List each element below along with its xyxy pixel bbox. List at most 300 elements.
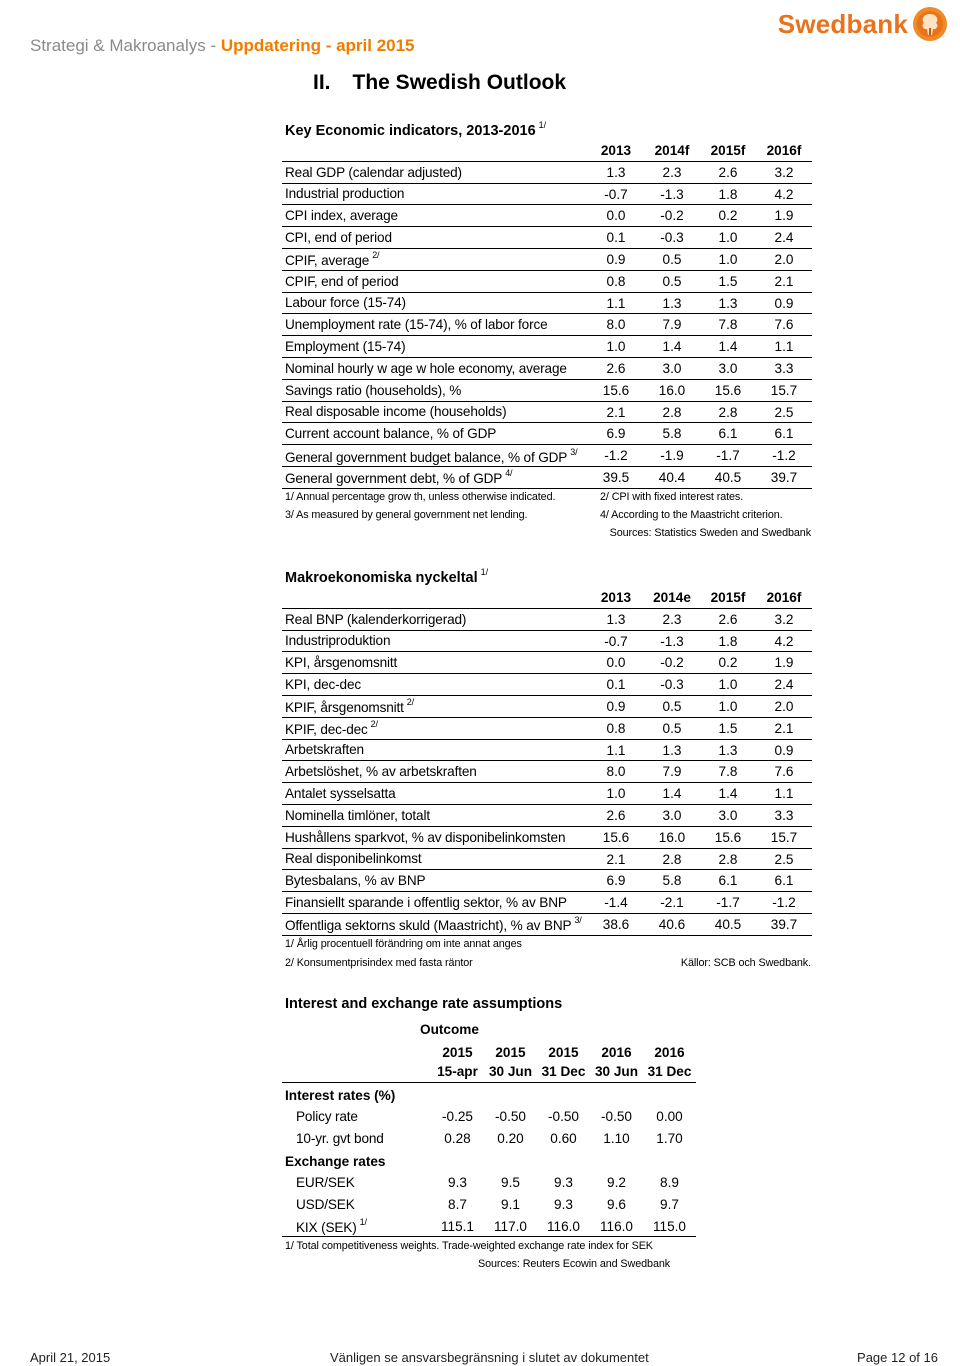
row-label-sup: 3/ [574,915,582,926]
value-cell: 0.60 [550,1130,577,1146]
row-values [588,184,812,205]
value-cell: -1.3 [660,186,684,202]
value-cell: 2.4 [774,230,794,246]
row-label-text: Offentliga sektorns skuld (Maastricht), % av BNP [285,918,572,934]
year-header: 2015 [495,1045,526,1060]
row-values [588,402,812,423]
row-values [588,271,812,292]
value-cell: 7.6 [774,764,794,780]
year-header: 2016 [654,1045,685,1060]
value-cell: 6.9 [606,426,626,442]
section-title-text: The Swedish Outlook [352,71,567,94]
row-label-text: USD/SEK [296,1197,355,1213]
table-row [282,783,812,805]
value-cell: 1.9 [774,655,794,671]
table1-footnote-1: 1/ Annual percentage grow th, unless otherwise indicated. [285,491,556,503]
value-cell: 1.5 [718,720,738,736]
value-cell: 1.9 [774,208,794,224]
value-cell: 0.2 [718,655,738,671]
table3-footnote-1: 1/ Total competitiveness weights. Trade-weighted exchange rate index for SEK [285,1240,653,1252]
value-cell: 7.8 [718,317,738,333]
value-cell: 9.3 [554,1175,573,1190]
value-cell: 117.0 [493,1218,527,1234]
table-bottom-rule [282,1236,696,1237]
row-label [296,1217,367,1235]
table-row [282,423,812,445]
value-cell: 2.8 [718,851,738,867]
value-cell: 1.5 [718,273,738,289]
value-cell: -0.2 [660,208,684,224]
value-cell: 1.4 [662,786,682,802]
table-row [282,271,812,293]
row-label [285,808,430,823]
value-cell: 2.6 [606,807,626,823]
row-label [296,1197,355,1212]
row-values [431,1128,696,1150]
value-cell: 7.8 [718,764,738,780]
row-label [285,317,548,332]
column-header: 2014f [654,143,690,158]
value-cell: 9.6 [607,1196,626,1212]
table1-footnote-4: 4/ According to the Maastricht criterion. [600,509,783,521]
row-label [285,361,567,376]
table3-title: Interest and exchange rate assumptions [285,996,563,1012]
year-header: 2015 [442,1045,473,1060]
value-cell: 40.5 [714,916,742,932]
row-values [588,827,812,848]
value-cell: 2.1 [606,404,626,420]
row-label [285,915,582,933]
group-title: Exchange rates [285,1154,386,1169]
row-values [588,805,812,826]
value-cell: -0.50 [495,1109,526,1124]
row-values [588,914,812,935]
value-cell: 3.2 [774,164,794,180]
value-cell: 2.0 [774,251,794,267]
table-row [282,827,812,849]
value-cell: -1.3 [660,633,684,649]
value-cell: 3.0 [662,807,682,823]
table-row [282,249,812,271]
table-row [282,293,812,315]
row-values [588,740,812,761]
value-cell: 8.9 [660,1175,679,1190]
value-cell: 0.9 [774,742,794,758]
value-cell: 9.1 [501,1196,520,1212]
value-cell: 15.6 [714,382,742,398]
row-label-sup: 2/ [372,250,380,261]
row-values [588,870,812,891]
table2-title-text: Makroekonomiska nyckeltal [285,570,478,586]
footer-disclaimer: Vänligen se ansvarsbegränsning i slutet av dokumentet [330,1350,649,1365]
value-cell: -1.2 [772,448,796,464]
value-cell: 1.10 [603,1130,630,1146]
breadcrumb-highlight: Uppdatering - april 2015 [220,36,415,55]
table-row [282,336,812,358]
row-label [285,851,422,866]
row-label [285,895,567,910]
row-values [588,314,812,335]
table1-title-text: Key Economic indicators, 2013-2016 [285,123,536,139]
value-cell: 1.8 [718,186,738,202]
row-label-text: 10-yr. gvt bond [296,1131,384,1147]
row-label [285,339,405,354]
row-label [285,404,506,419]
value-cell: 2.8 [718,404,738,420]
table-row [282,849,812,871]
table-header-row [282,140,812,162]
column-header: 2013 [600,590,632,605]
column-header: 2013 [600,143,632,158]
row-values [431,1172,696,1194]
value-cell: 0.5 [662,720,682,736]
value-cell: 1.4 [718,339,738,355]
value-cell: 8.7 [448,1196,467,1212]
row-label [285,274,399,289]
value-cell: 16.0 [658,829,686,845]
value-cell: 15.6 [602,829,630,845]
row-values [588,293,812,314]
value-cell: 0.5 [662,698,682,714]
value-cell: 3.0 [662,360,682,376]
value-cell: 1.3 [662,742,682,758]
value-cell: 6.1 [774,873,794,889]
row-label [285,186,404,201]
breadcrumb-prefix: Strategi & Makroanalys - [30,36,221,55]
row-label-text: Unemployment rate (15-74), % of labor force [285,317,548,333]
value-cell: 3.3 [774,807,794,823]
value-cell: 9.7 [660,1196,679,1212]
row-label-text: KIX (SEK) [296,1220,357,1236]
row-values [588,227,812,248]
row-values [588,892,812,913]
value-cell: 9.5 [501,1175,520,1190]
table1-title [285,120,546,139]
value-cell: 1.3 [606,164,626,180]
row-label [285,295,406,310]
table-row [282,740,812,762]
row-label [285,719,378,737]
oak-tree-icon [912,6,948,42]
row-values [588,783,812,804]
row-label-text: Real BNP (kalenderkorrigerad) [285,611,467,627]
value-cell: 9.3 [554,1196,573,1212]
value-cell: -0.3 [660,230,684,246]
value-cell: 3.0 [718,360,738,376]
row-label-text: General government debt, % of GDP [285,471,503,487]
row-values [588,849,812,870]
header-values [588,587,812,608]
value-cell: 3.0 [718,807,738,823]
date-header: 30 Jun [594,1064,639,1079]
table-row [282,914,812,936]
row-label [285,697,414,715]
table-row [282,445,812,467]
value-cell: 2.0 [774,698,794,714]
row-label-text: Policy rate [296,1109,358,1125]
value-cell: 0.1 [606,230,626,246]
row-label-text: KPI, årsgenomsnitt [285,655,398,671]
value-cell: 39.7 [770,916,798,932]
table2-footnote-1: 1/ Årlig procentuell förändring om inte annat anges [285,938,522,950]
value-cell: 2.5 [774,851,794,867]
value-cell: 5.8 [662,873,682,889]
value-cell: 0.2 [718,208,738,224]
section-title [313,71,566,95]
value-cell: 1.1 [774,786,794,802]
value-cell: 1.0 [606,339,626,355]
row-label-text: Real GDP (calendar adjusted) [285,164,462,180]
value-cell: 1.70 [656,1130,683,1146]
value-cell: -1.7 [716,448,740,464]
table-row [282,402,812,424]
row-label-text: Industrial production [285,186,405,202]
table2-title [285,567,488,586]
table-row [282,467,812,489]
row-values [588,652,812,673]
row-values [431,1194,696,1216]
value-cell: 15.6 [602,382,630,398]
row-values [588,423,812,444]
value-cell: -1.4 [604,895,628,911]
table-row [282,696,812,718]
value-cell: 4.2 [774,633,794,649]
value-cell: 2.1 [606,851,626,867]
row-label [285,230,392,245]
value-cell: 0.9 [606,251,626,267]
column-header: 2015f [710,590,746,605]
row-values [588,205,812,226]
row-label [296,1109,358,1124]
row-values [588,609,812,630]
row-label-text: Current account balance, % of GDP [285,426,497,442]
value-cell: -1.2 [772,895,796,911]
row-values [588,696,812,717]
value-cell: -0.2 [660,655,684,671]
value-cell: 0.0 [606,655,626,671]
value-cell: 1.3 [606,611,626,627]
row-label-text: Bytesbalans, % av BNP [285,873,426,889]
row-label [285,633,390,648]
row-label [296,1131,384,1146]
value-cell: 0.8 [606,273,626,289]
value-cell: 6.1 [774,426,794,442]
table-row [282,1106,696,1128]
row-values [588,674,812,695]
value-cell: 5.8 [662,426,682,442]
row-label [285,250,379,268]
row-values [588,358,812,379]
table2-source: Källor: SCB och Swedbank. [680,957,811,969]
row-label-text: EUR/SEK [296,1175,355,1191]
row-label-text: Antalet sysselsatta [285,786,396,802]
brand-logo [778,6,948,42]
value-cell: 116.0 [599,1218,633,1234]
header-values [588,140,812,161]
table-row [282,184,812,206]
row-label [285,447,577,465]
value-cell: 2.3 [662,164,682,180]
table-row [282,609,812,631]
row-label-text: CPIF, average [285,253,370,269]
row-values [588,162,812,183]
row-label-text: Arbetslöshet, % av arbetskraften [285,764,477,780]
value-cell: 2.1 [774,720,794,736]
table-row [282,870,812,892]
value-cell: 1.4 [662,339,682,355]
value-cell: -1.7 [716,895,740,911]
table1-title-sup: 1/ [538,120,547,130]
value-cell: 116.0 [546,1218,580,1234]
table-header-row [282,587,812,609]
year-header: 2015 [548,1045,579,1060]
value-cell: 15.6 [714,829,742,845]
value-cell: 0.5 [662,251,682,267]
value-cell: 15.7 [770,829,798,845]
row-label-sup: 2/ [370,719,378,730]
value-cell: 0.0 [606,208,626,224]
value-cell: 40.5 [714,469,742,485]
value-cell: 0.9 [774,295,794,311]
value-cell: 7.6 [774,317,794,333]
column-header: 2016f [766,590,802,605]
value-cell: -0.3 [660,677,684,693]
row-label-sup: 1/ [359,1217,367,1228]
table3-source: Sources: Reuters Ecowin and Swedbank [478,1258,671,1270]
table-row [282,1194,696,1216]
row-values [588,718,812,739]
value-cell: -0.7 [604,633,628,649]
table-row [282,1128,696,1150]
table1-source: Sources: Statistics Sweden and Swedbank [609,527,811,539]
table2-title-sup: 1/ [480,567,489,577]
table-row [282,227,812,249]
row-values [588,380,812,401]
value-cell: 9.3 [448,1175,467,1190]
value-cell: 1.0 [718,677,738,693]
row-label [285,468,512,486]
group-title: Interest rates (%) [285,1088,396,1103]
value-cell: 4.2 [774,186,794,202]
key-indicators-table [282,140,812,489]
value-cell: 1.3 [718,742,738,758]
value-cell: 1.0 [606,786,626,802]
value-cell: 0.28 [444,1130,471,1146]
row-label [285,165,462,180]
value-cell: 8.0 [606,317,626,333]
value-cell: 9.2 [607,1175,626,1190]
value-cell: 2.6 [718,164,738,180]
row-label-text: CPI, end of period [285,230,392,246]
value-cell: 3.2 [774,611,794,627]
value-cell: 2.6 [718,611,738,627]
date-header: 31 Dec [647,1064,692,1079]
value-cell: 1.1 [774,339,794,355]
row-label-text: KPIF, årsgenomsnitt [285,700,404,716]
date-header-row [282,1061,696,1083]
row-label-sup: 3/ [570,446,578,457]
row-label [285,383,461,398]
row-label-text: General government budget balance, % of GDP [285,449,568,465]
date-values [431,1061,696,1082]
row-label [296,1175,355,1190]
row-label [285,655,397,670]
value-cell: 2.4 [774,677,794,693]
value-cell: 1.1 [606,295,626,311]
row-label [285,426,496,441]
value-cell: 15.7 [770,382,798,398]
row-values [588,336,812,357]
year-header: 2016 [601,1045,632,1060]
value-cell: 1.4 [718,786,738,802]
table-row [282,162,812,184]
table1-footnote-2: 2/ CPI with fixed interest rates. [600,491,744,503]
value-cell: 16.0 [658,382,686,398]
value-cell: 1.0 [718,230,738,246]
value-cell: 39.7 [770,469,798,485]
row-label [285,612,466,627]
column-header: 2014e [653,590,691,605]
brand-name: Swedbank [777,8,908,39]
value-cell: 0.00 [656,1109,683,1124]
row-values [588,445,812,466]
row-label-text: CPIF, end of period [285,273,399,289]
table-row [282,761,812,783]
row-label-text: Hushållens sparkvot, % av disponibelinkomsten [285,829,566,845]
row-label [285,677,361,692]
value-cell: 0.9 [606,698,626,714]
value-cell: 8.0 [606,764,626,780]
value-cell: 1.0 [718,698,738,714]
value-cell: 38.6 [602,916,630,932]
row-label [285,208,398,223]
row-label-text: Nominella timlöner, totalt [285,807,430,823]
table1-footnote-3: 3/ As measured by general government net lending. [285,509,528,521]
table-row [282,718,812,740]
row-label-text: Savings ratio (households), % [285,382,462,398]
date-header: 15-apr [437,1064,478,1079]
row-label [285,742,364,757]
row-label [285,830,565,845]
table-row [282,205,812,227]
value-cell: -0.50 [601,1109,632,1124]
value-cell: 115.1 [440,1218,474,1234]
value-cell: 0.1 [606,677,626,693]
value-cell: 6.1 [718,426,738,442]
value-cell: 7.9 [662,764,682,780]
table-row [282,652,812,674]
value-cell: 3.3 [774,360,794,376]
value-cell: -0.7 [604,186,628,202]
value-cell: 2.5 [774,404,794,420]
table-row [282,1172,696,1194]
value-cell: 2.3 [662,611,682,627]
value-cell: 39.5 [602,469,630,485]
table-row [282,1216,696,1238]
value-cell: 1.0 [718,251,738,267]
breadcrumb [30,36,415,56]
row-values [431,1216,696,1238]
row-label-sup: 4/ [505,468,513,479]
value-cell: 0.8 [606,720,626,736]
row-label-text: CPI index, average [285,208,398,224]
row-label-text: Finansiellt sparande i offentlig sektor, % av BNP [285,895,567,911]
value-cell: 1.8 [718,633,738,649]
column-header: 2015f [710,143,746,158]
row-label-text: Arbetskraften [285,742,364,758]
value-cell: 1.1 [606,742,626,758]
value-cell: -0.50 [548,1109,579,1124]
